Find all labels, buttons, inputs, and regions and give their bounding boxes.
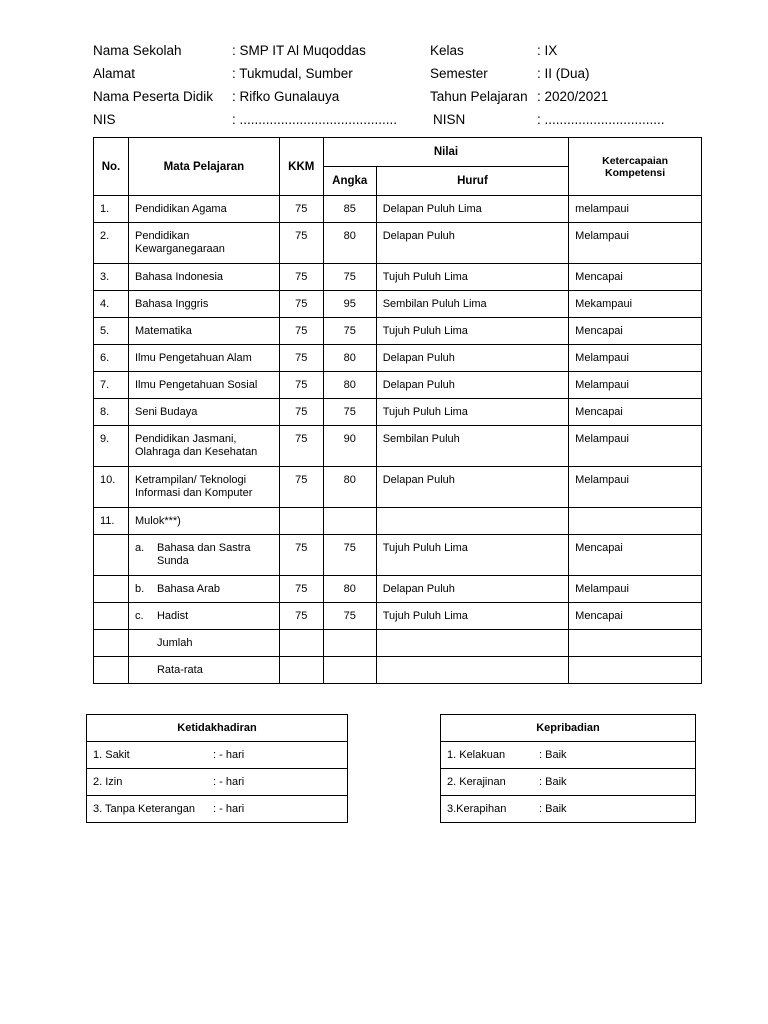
cell-no: 10. — [94, 467, 129, 508]
header-row-peserta — [93, 89, 693, 112]
mulok-mapel: Bahasa dan Sastra Sunda — [156, 542, 251, 567]
nis-value: : .......................................... — [232, 112, 398, 127]
cell-kompetensi: Mekampaui — [569, 291, 702, 318]
personality-table — [440, 714, 696, 823]
cell-angka: 80 — [323, 372, 376, 399]
cell-huruf: Delapan Puluh — [376, 372, 568, 399]
grade-row — [94, 345, 702, 372]
cell-kompetensi: Melampaui — [569, 426, 702, 467]
cell-kompetensi: Melampaui — [569, 372, 702, 399]
col-header-kompetensi: Ketercapaian Kompetensi — [569, 138, 702, 196]
cell-angka — [323, 657, 376, 684]
mulok-letter: b. — [134, 583, 145, 595]
cell-no — [94, 576, 129, 603]
alamat-value: : Tukmudal, Sumber — [232, 66, 353, 81]
attendance-row — [87, 796, 348, 823]
nis-label: NIS — [93, 112, 116, 127]
cell-mapel: Bahasa Inggris — [128, 291, 279, 318]
cell-kkm: 75 — [279, 223, 323, 264]
personality-label: 1. Kelakuan — [447, 749, 506, 761]
cell-huruf: Tujuh Puluh Lima — [376, 535, 568, 576]
cell-kompetensi: Melampaui — [569, 576, 702, 603]
cell-huruf: Tujuh Puluh Lima — [376, 399, 568, 426]
cell-kkm — [279, 508, 323, 535]
cell-no: 1. — [94, 196, 129, 223]
cell-kompetensi — [569, 657, 702, 684]
cell-kompetensi: Melampaui — [569, 223, 702, 264]
grade-row — [94, 196, 702, 223]
cell-mapel — [128, 576, 279, 603]
summary-indent — [135, 664, 157, 677]
cell-kompetensi: Mencapai — [569, 264, 702, 291]
cell-angka: 80 — [323, 467, 376, 508]
grade-row — [94, 223, 702, 264]
kelas-value: : IX — [537, 43, 558, 58]
cell-kkm: 75 — [279, 264, 323, 291]
cell-mapel — [128, 535, 279, 576]
attendance-label: 2. Izin — [93, 776, 123, 788]
cell-angka: 80 — [323, 345, 376, 372]
cell-kkm: 75 — [279, 345, 323, 372]
cell-huruf — [376, 657, 568, 684]
cell-huruf: Delapan Puluh — [376, 223, 568, 264]
cell-mapel: Ilmu Pengetahuan Alam — [128, 345, 279, 372]
cell-huruf: Tujuh Puluh Lima — [376, 318, 568, 345]
cell-no: 3. — [94, 264, 129, 291]
mulok-row — [94, 576, 702, 603]
attendance-label: 1. Sakit — [93, 749, 130, 761]
cell-mapel: Pendidikan Kewarganegaraan — [128, 223, 279, 264]
cell-mapel: Seni Budaya — [128, 399, 279, 426]
cell-kkm — [279, 657, 323, 684]
cell-huruf: Delapan Puluh — [376, 467, 568, 508]
attendance-value: : - hari — [213, 776, 245, 788]
nisn-label: NISN — [433, 112, 466, 127]
cell-kkm: 75 — [279, 318, 323, 345]
grades-table — [93, 137, 702, 684]
header-row-sekolah — [93, 43, 693, 66]
cell-mapel: Mulok***) — [128, 508, 279, 535]
rata-rata-row — [94, 657, 702, 684]
cell-huruf: Sembilan Puluh — [376, 426, 568, 467]
cell-huruf: Tujuh Puluh Lima — [376, 264, 568, 291]
cell-kkm: 75 — [279, 399, 323, 426]
cell-kompetensi: Melampaui — [569, 345, 702, 372]
semester-label: Semester — [430, 66, 488, 81]
nisn-value: : ................................ — [537, 112, 665, 127]
mulok-mapel: Hadist — [156, 610, 189, 622]
cell-kompetensi: Melampaui — [569, 467, 702, 508]
mulok-row — [94, 535, 702, 576]
personality-row — [441, 796, 696, 823]
cell-angka: 80 — [323, 576, 376, 603]
cell-huruf: Delapan Puluh — [376, 345, 568, 372]
cell-kompetensi: Mencapai — [569, 603, 702, 630]
cell-kkm: 75 — [279, 467, 323, 508]
personality-value: : Baik — [539, 803, 567, 815]
personality-value: : Baik — [539, 776, 567, 788]
cell-kkm: 75 — [279, 576, 323, 603]
col-header-nilai: Nilai — [323, 138, 568, 167]
cell-angka: 85 — [323, 196, 376, 223]
summary-item — [135, 664, 273, 677]
nama-sekolah-label: Nama Sekolah — [93, 43, 182, 58]
col-header-no: No. — [94, 138, 129, 196]
attendance-row — [87, 742, 348, 769]
cell-kompetensi — [569, 508, 702, 535]
cell-angka — [323, 630, 376, 657]
cell-angka: 75 — [323, 535, 376, 576]
jumlah-row — [94, 630, 702, 657]
rata-rata-label: Rata-rata — [156, 664, 203, 676]
cell-kkm: 75 — [279, 196, 323, 223]
cell-no: 4. — [94, 291, 129, 318]
cell-no — [94, 657, 129, 684]
cell-no — [94, 630, 129, 657]
alamat-label: Alamat — [93, 66, 136, 81]
cell-angka: 75 — [323, 264, 376, 291]
col-header-mapel: Mata Pelajaran — [128, 138, 279, 196]
summary-item — [135, 637, 273, 650]
mulok-row — [94, 603, 702, 630]
grade-row — [94, 399, 702, 426]
cell-kkm: 75 — [279, 372, 323, 399]
mulok-item — [135, 583, 273, 596]
nama-sekolah-value: : SMP IT Al Muqoddas — [232, 43, 366, 58]
mulok-letter: a. — [134, 542, 145, 554]
cell-mapel: Ilmu Pengetahuan Sosial — [128, 372, 279, 399]
cell-angka: 90 — [323, 426, 376, 467]
grade-row — [94, 291, 702, 318]
cell-mapel: Bahasa Indonesia — [128, 264, 279, 291]
cell-kompetensi: Mencapai — [569, 399, 702, 426]
grade-row — [94, 372, 702, 399]
grade-row — [94, 508, 702, 535]
cell-huruf — [376, 630, 568, 657]
tahun-value: : 2020/2021 — [537, 89, 609, 104]
student-info-header — [93, 43, 693, 135]
cell-huruf: Sembilan Puluh Lima — [376, 291, 568, 318]
personality-title: Kepribadian — [441, 715, 696, 742]
attendance-title: Ketidakhadiran — [87, 715, 348, 742]
cell-huruf: Delapan Puluh Lima — [376, 196, 568, 223]
mulok-item — [135, 542, 273, 567]
personality-row — [441, 742, 696, 769]
attendance-table — [86, 714, 348, 823]
cell-no — [94, 535, 129, 576]
cell-no — [94, 603, 129, 630]
cell-kkm: 75 — [279, 535, 323, 576]
jumlah-label: Jumlah — [156, 637, 193, 649]
kelas-label: Kelas — [430, 43, 464, 58]
col-header-kkm: KKM — [279, 138, 323, 196]
grade-row — [94, 426, 702, 467]
grade-row — [94, 264, 702, 291]
cell-kompetensi: Mencapai — [569, 318, 702, 345]
cell-no: 6. — [94, 345, 129, 372]
attendance-row — [87, 769, 348, 796]
mulok-letter: c. — [134, 610, 144, 622]
cell-summary-label — [128, 630, 279, 657]
attendance-label: 3. Tanpa Keterangan — [93, 803, 195, 815]
cell-mapel: Pendidikan Jasmani, Olahraga dan Kesehatan — [128, 426, 279, 467]
tahun-label: Tahun Pelajaran — [430, 89, 528, 104]
personality-label: 2. Kerajinan — [447, 776, 506, 788]
cell-kkm: 75 — [279, 426, 323, 467]
cell-kkm — [279, 630, 323, 657]
personality-value: : Baik — [539, 749, 567, 761]
cell-huruf: Tujuh Puluh Lima — [376, 603, 568, 630]
cell-angka: 75 — [323, 318, 376, 345]
mulok-item — [135, 610, 273, 623]
cell-no: 7. — [94, 372, 129, 399]
attendance-value: : - hari — [213, 749, 245, 761]
cell-angka — [323, 508, 376, 535]
cell-kompetensi — [569, 630, 702, 657]
personality-label: 3.Kerapihan — [447, 803, 507, 815]
cell-no: 5. — [94, 318, 129, 345]
cell-kkm: 75 — [279, 603, 323, 630]
cell-no: 11. — [94, 508, 129, 535]
summary-indent — [135, 637, 157, 650]
semester-value: : II (Dua) — [537, 66, 590, 81]
mulok-mapel: Bahasa Arab — [156, 583, 220, 595]
cell-no: 2. — [94, 223, 129, 264]
grade-row — [94, 318, 702, 345]
cell-kompetensi: Mencapai — [569, 535, 702, 576]
cell-no: 9. — [94, 426, 129, 467]
header-row-nis — [93, 112, 693, 135]
cell-mapel: Pendidikan Agama — [128, 196, 279, 223]
cell-no: 8. — [94, 399, 129, 426]
grade-row — [94, 467, 702, 508]
cell-huruf — [376, 508, 568, 535]
personality-row — [441, 769, 696, 796]
cell-angka: 95 — [323, 291, 376, 318]
cell-angka: 75 — [323, 399, 376, 426]
cell-angka: 80 — [323, 223, 376, 264]
cell-summary-label — [128, 657, 279, 684]
cell-kompetensi: melampaui — [569, 196, 702, 223]
cell-angka: 75 — [323, 603, 376, 630]
col-header-huruf: Huruf — [376, 167, 568, 196]
cell-kkm: 75 — [279, 291, 323, 318]
cell-huruf: Delapan Puluh — [376, 576, 568, 603]
cell-mapel: Matematika — [128, 318, 279, 345]
attendance-value: : - hari — [213, 803, 245, 815]
peserta-label: Nama Peserta Didik — [93, 89, 214, 104]
peserta-value: : Rifko Gunalauya — [232, 89, 340, 104]
cell-mapel: Ketrampilan/ Teknologi Informasi dan Komputer — [128, 467, 279, 508]
col-header-angka: Angka — [323, 167, 376, 196]
header-row-alamat — [93, 66, 693, 89]
cell-mapel — [128, 603, 279, 630]
